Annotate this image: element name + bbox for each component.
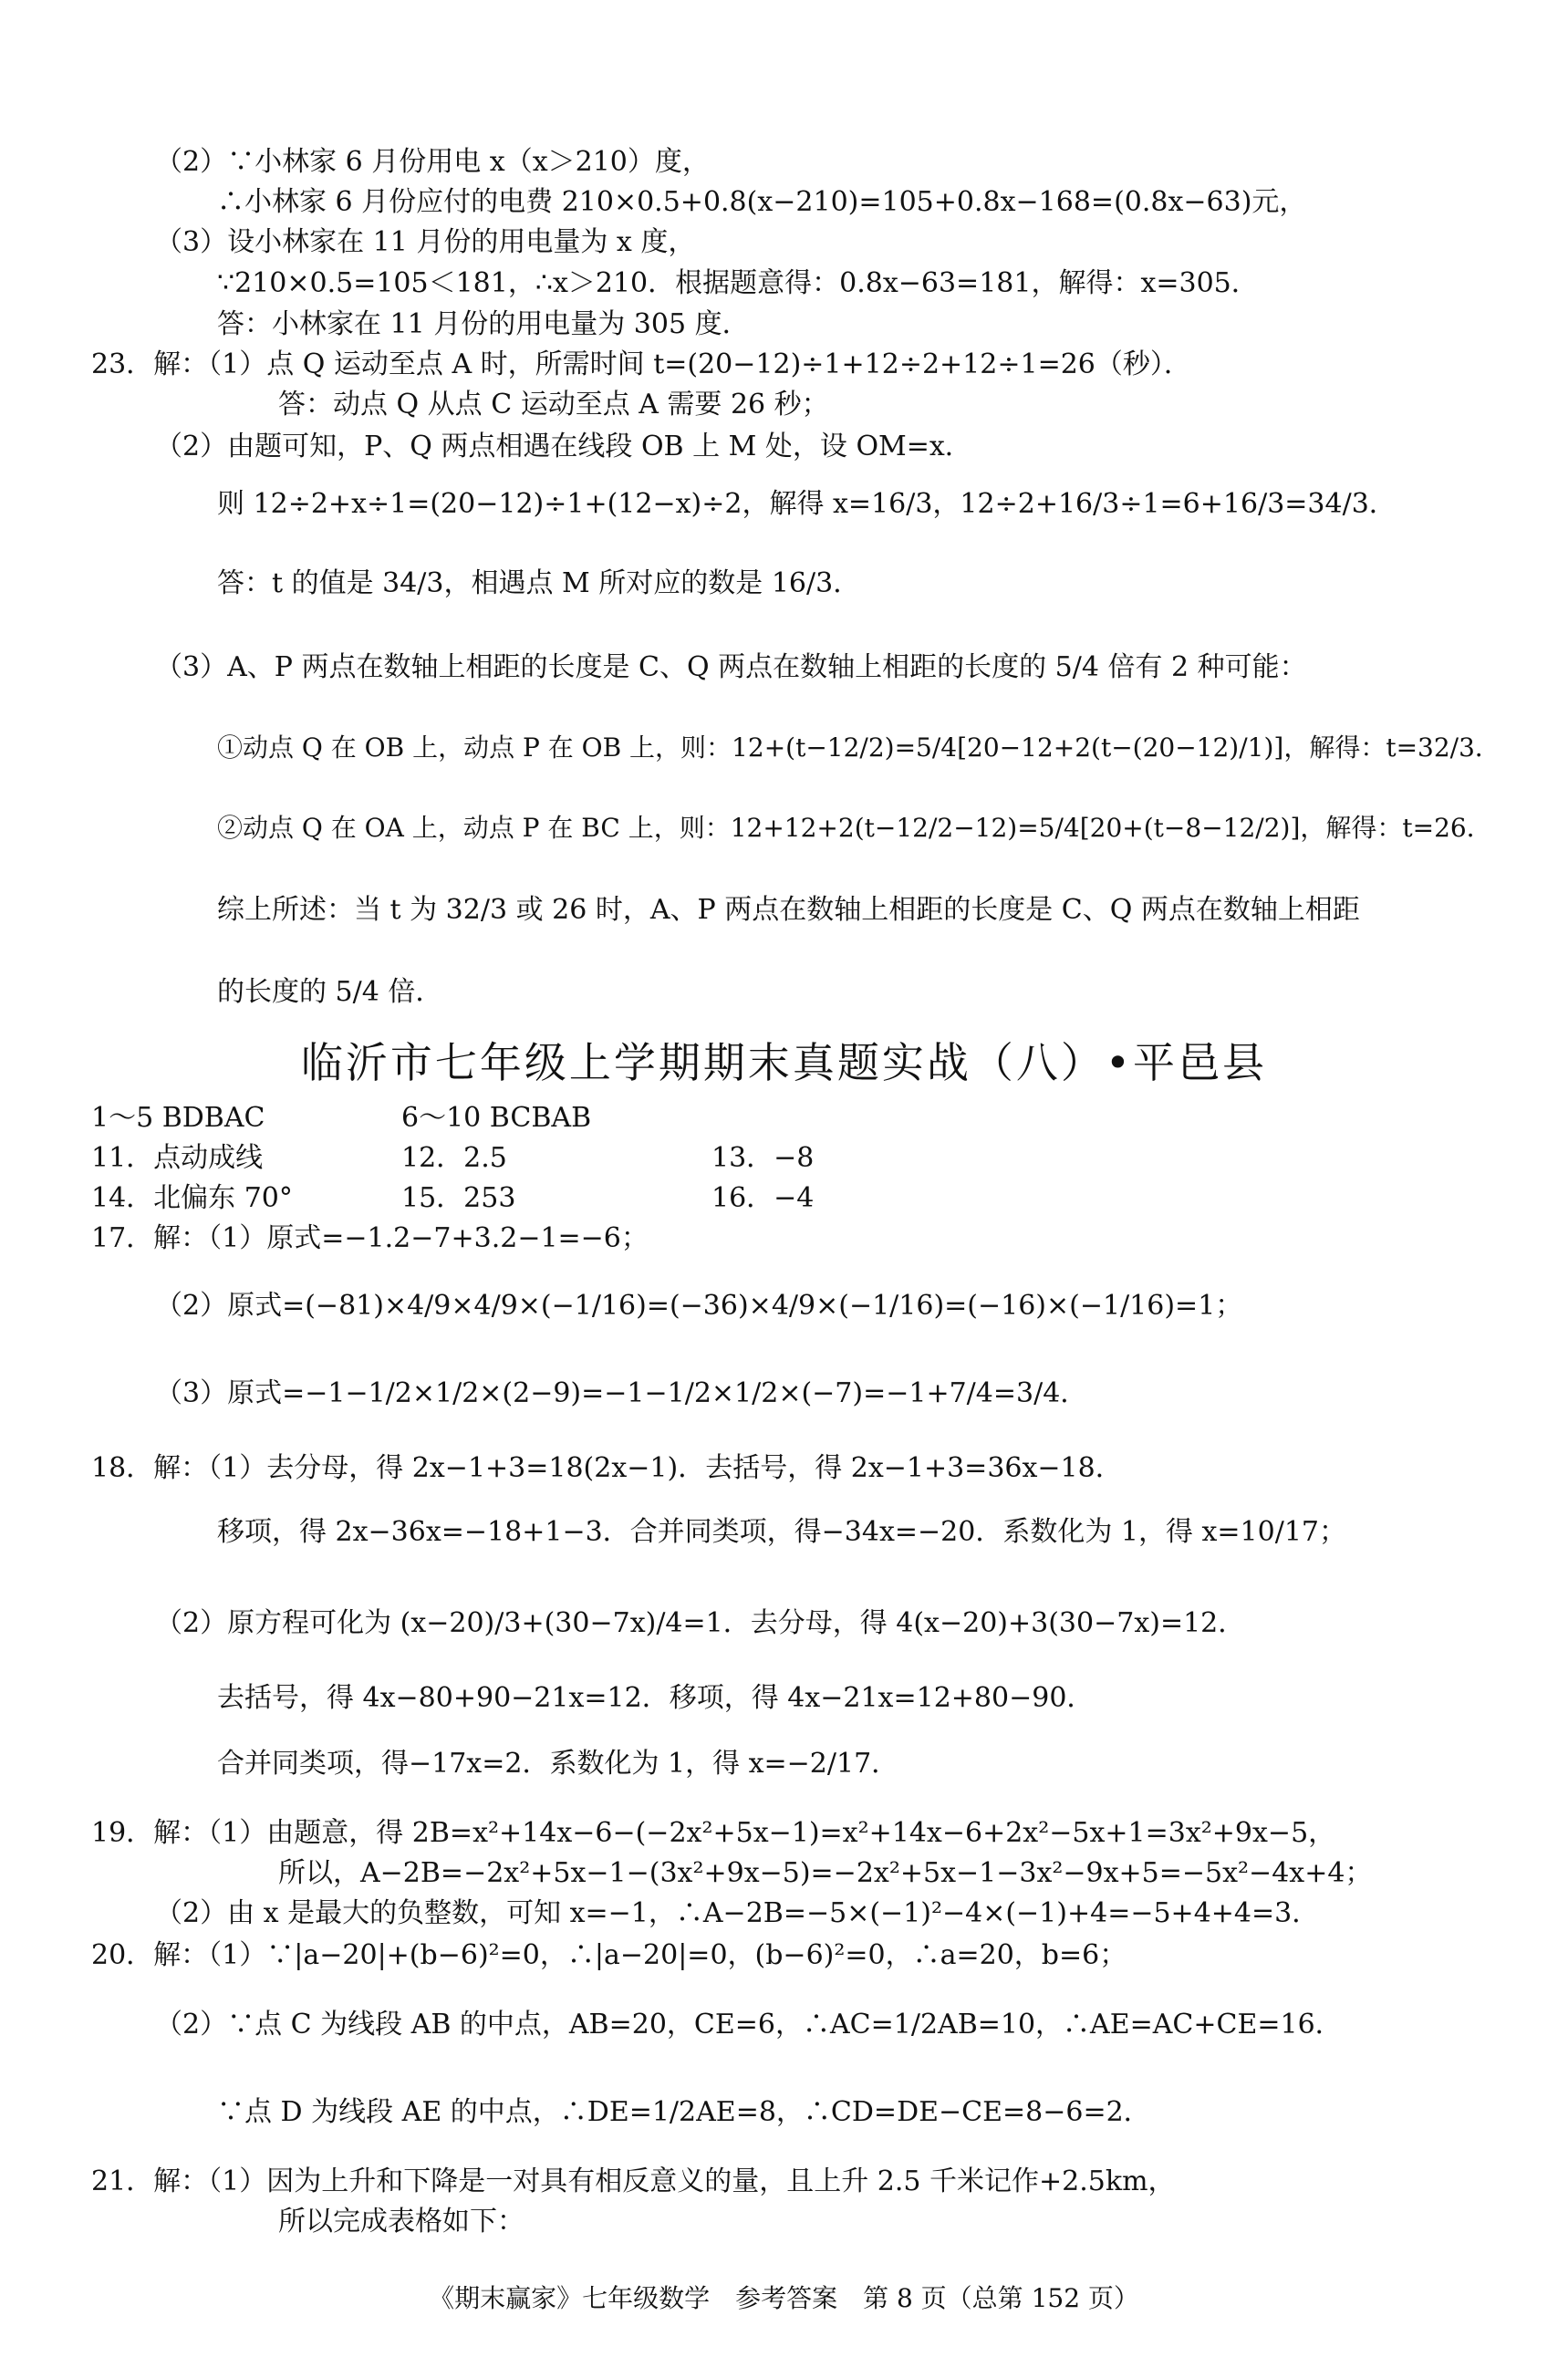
text-line: （3）原式=−1−1/2×1/2×(2−9)=−1−1/2×1/2×(−7)=−1+7/4=3/4．: [155, 1377, 1088, 1409]
text-line: 11．点动成线: [91, 1142, 264, 1174]
text-line: ∴小林家 6 月份应付的电费 210×0.5+0.8(x−210)=105+0.8x−168=(0.8x−63)元，: [217, 186, 1307, 218]
text-line: 所以完成表格如下：: [278, 2206, 524, 2238]
text-line: （2）原式=(−81)×4/9×4/9×(−1/16)=(−36)×4/9×(−1/16)=(−16)×(−1/16)=1；: [155, 1290, 1243, 1322]
text-line: 12．2.5: [401, 1142, 507, 1174]
text-line: （2）∵点 C 为线段 AB 的中点，AB=20，CE=6，∴AC=1/2AB=10，∴AE=AC+CE=16．: [155, 2009, 1343, 2041]
text-line: 14．北偏东 70°: [91, 1182, 293, 1214]
text-line: ②动点 Q 在 OA 上，动点 P 在 BC 上，则：12+12+2(t−12/2−12)=5/4[20+(t−8−12/2)]，解得：t=26．: [217, 813, 1492, 843]
text-line: 23．解：（1）点 Q 运动至点 A 时，所需时间 t=(20−12)÷1+12÷2+12÷1=26（秒）．: [91, 348, 1191, 380]
text-line: 21．解：（1）因为上升和下降是一对具有相反意义的量，且上升 2.5 千米记作+2.5km，: [91, 2165, 1176, 2197]
text-line: 15．253: [401, 1182, 516, 1214]
text-line: （2）由 x 是最大的负整数，可知 x=−1，∴A−2B=−5×(−1)²−4×(−1)+4=−5+4+4=3．: [155, 1897, 1320, 1929]
text-line: ①动点 Q 在 OB 上，动点 P 在 OB 上，则：12+(t−12/2)=5/4[20−12+2(t−(20−12)/1)]，解得：t=32/3．: [217, 732, 1501, 763]
text-line: ∵点 D 为线段 AE 的中点，∴DE=1/2AE=8，∴CD=DE−CE=8−6=2．: [217, 2096, 1151, 2128]
text-line: （2）原方程可化为 (x−20)/3+(30−7x)/4=1．去分母，得 4(x−20)+3(30−7x)=12．: [155, 1607, 1246, 1639]
text-line: 19．解：（1）由题意，得 2B=x²+14x−6−(−2x²+5x−1)=x²+14x−6+2x²−5x+1=3x²+9x−5，: [91, 1817, 1336, 1849]
text-line: 移项，得 2x−36x=−18+1−3．合并同类项，得−34x=−20．系数化为 1，得 x=10/17；: [217, 1516, 1347, 1548]
page-footer: 《期末赢家》七年级数学 参考答案 第 8 页（总第 152 页）: [429, 2283, 1139, 2313]
text-line: 合并同类项，得−17x=2．系数化为 1，得 x=−2/17．: [217, 1748, 899, 1780]
text-line: （2）∵小林家 6 月份用电 x（x＞210）度，: [155, 146, 710, 178]
text-line: 所以，A−2B=−2x²+5x−1−(3x²+9x−5)=−2x²+5x−1−3x²−9x+5=−5x²−4x+4；: [278, 1857, 1373, 1889]
text-line: 20．解：（1）∵|a−20|+(b−6)²=0，∴|a−20|=0，(b−6)²=0，∴a=20，b=6；: [91, 1939, 1127, 1971]
text-line: 答：t 的值是 34/3，相遇点 M 所对应的数是 16/3．: [217, 567, 861, 599]
text-line: 答：小林家在 11 月份的用电量为 305 度．: [217, 308, 750, 340]
text-line: 答：动点 Q 从点 C 运动至点 A 需要 26 秒；: [278, 389, 829, 421]
text-line: （3）A、P 两点在数轴上相距的长度是 C、Q 两点在数轴上相距的长度的 5/4 倍有 2 种可能：: [155, 651, 1307, 683]
text-line: 17．解：（1）原式=−1.2−7+3.2−1=−6；: [91, 1222, 649, 1254]
text-line: 16．−4: [711, 1182, 815, 1214]
text-line: ∵210×0.5=105＜181，∴x＞210．根据题意得：0.8x−63=181，解得：x=305．: [217, 267, 1259, 299]
text-line: 6～10 BCBAB: [401, 1102, 592, 1134]
text-line: 1～5 BDBAC: [91, 1102, 265, 1134]
text-line: 去括号，得 4x−80+90−21x=12．移项，得 4x−21x=12+80−90．: [217, 1682, 1095, 1714]
text-line: 则 12÷2+x÷1=(20−12)÷1+(12−x)÷2，解得 x=16/3，12÷2+16/3÷1=6+16/3=34/3．: [217, 488, 1397, 520]
text-line: 的长度的 5/4 倍．: [217, 976, 443, 1008]
text-line: （2）由题可知，P、Q 两点相遇在线段 OB 上 M 处，设 OM=x．: [155, 431, 972, 462]
text-line: 13．−8: [711, 1142, 815, 1174]
section-title: 临沂市七年级上学期期末真题实战（八）•平邑县: [300, 1038, 1268, 1087]
text-line: 18．解：（1）去分母，得 2x−1+3=18(2x−1)．去括号，得 2x−1+3=36x−18．: [91, 1452, 1123, 1484]
text-line: （3）设小林家在 11 月份的用电量为 x 度，: [155, 226, 696, 258]
text-line: 综上所述：当 t 为 32/3 或 26 时，A、P 两点在数轴上相距的长度是 C、Q 两点在数轴上相距: [217, 894, 1360, 926]
